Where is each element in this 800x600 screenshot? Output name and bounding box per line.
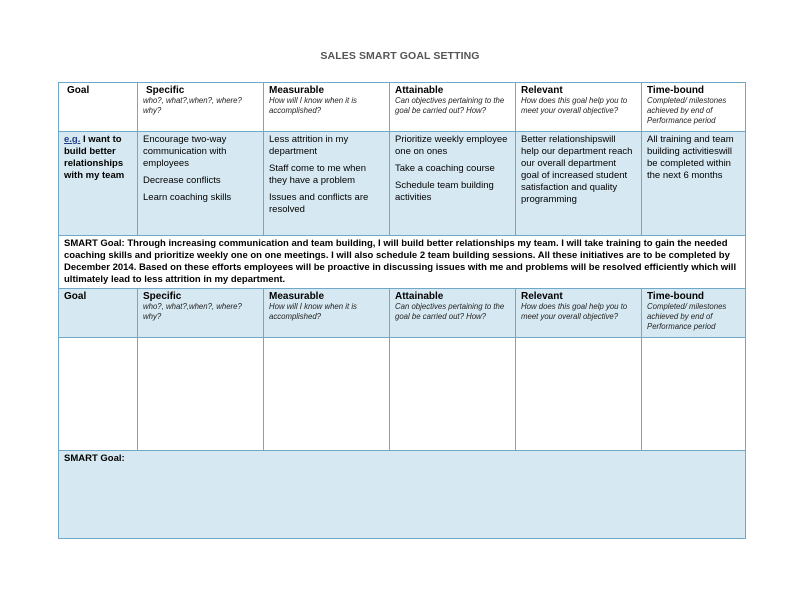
smart-goal-table [58,82,746,539]
example-measurable-cell [264,132,390,236]
measurable-item: Staff come to me when they have a problem [269,163,366,186]
specific-item: Learn coaching skills [143,192,232,203]
header-label: Specific [143,291,182,302]
header-relevant [516,83,642,132]
header-specific [138,289,264,338]
header-subtitle: who?, what?,when?, where? why? [143,96,242,115]
blank-specific-cell[interactable] [138,338,264,451]
header-label: Goal [67,85,90,96]
header-subtitle: How will I know when it is accomplished? [269,96,357,115]
measurable-item: Less attrition in my department [269,134,349,157]
smart-goal-blank-row [59,451,746,539]
header-label: Measurable [269,85,325,96]
relevant-text: Better relationshipswill help our department reach our overall department goal of increased student satisfaction and quality programming [521,134,633,205]
header-subtitle: How does this goal help you to meet your overall objective? [521,96,628,115]
attainable-item: Prioritize weekly employee one on ones [395,134,508,157]
header-label: Specific [146,85,185,96]
blank-attainable-cell[interactable] [390,338,516,451]
header-subtitle: Can objectives pertaining to the goal be carried out? How? [395,96,505,115]
header-subtitle: Completed/ milestones achieved by end of Performance period [647,302,727,331]
header-measurable [264,83,390,132]
blank-measurable-cell[interactable] [264,338,390,451]
header-subtitle: who?, what?,when?, where? why? [143,302,242,321]
header-row-2 [59,289,746,338]
header-label: Time-bound [647,291,705,302]
header-label: Goal [64,291,87,302]
example-timebound-cell [642,132,746,236]
header-goal [59,289,138,338]
header-label: Attainable [395,291,444,302]
header-subtitle: How does this goal help you to meet your overall objective? [521,302,628,321]
header-subtitle: Can objectives pertaining to the goal be carried out? How? [395,302,505,321]
page-title: SALES SMART GOAL SETTING [320,50,480,62]
smart-goal-blank[interactable]: SMART Goal: [59,451,746,539]
smart-goal-example-row [59,236,746,289]
header-label: Attainable [395,85,444,96]
header-timebound [642,83,746,132]
example-goal-prefix: e.g. [64,134,81,145]
blank-timebound-cell[interactable] [642,338,746,451]
header-measurable [264,289,390,338]
example-row [59,132,746,236]
specific-item: Decrease conflicts [143,175,221,186]
header-timebound [642,289,746,338]
header-label: Measurable [269,291,325,302]
smart-goal-example: SMART Goal: Through increasing communication and team building, I will build better relationships my team. I will take training to gain the needed coaching skills and prioritize weekly one on one meetings. I will also schedule 2 team building sessions. All these initiatives are to be completed by December 2014. Based on these efforts employees will be proactive in discussing issues with me and problems will be resolved efficiently which will ultimately lead to less attrition in my department. [59,236,746,289]
example-relevant-cell [516,132,642,236]
blank-goal-cell[interactable] [59,338,138,451]
header-specific [138,83,264,132]
header-attainable [390,83,516,132]
header-attainable [390,289,516,338]
header-label: Time-bound [647,85,705,96]
header-relevant [516,289,642,338]
example-attainable-cell [390,132,516,236]
header-subtitle: How will I know when it is accomplished? [269,302,357,321]
example-goal-text: I want to build better relationships with my team [64,134,125,181]
attainable-item: Take a coaching course [395,163,495,174]
header-label: Relevant [521,85,563,96]
blank-relevant-cell[interactable] [516,338,642,451]
timebound-text: All training and team building activitieswill be completed within the next 6 months [647,134,734,181]
example-goal-cell [59,132,138,236]
attainable-item: Schedule team building activities [395,180,494,203]
example-specific-cell [138,132,264,236]
header-goal [59,83,138,132]
blank-entry-row [59,338,746,451]
specific-item: Encourage two-way communication with employees [143,134,227,169]
header-subtitle: Completed/ milestones achieved by end of Performance period [647,96,727,125]
measurable-item: Issues and conflicts are resolved [269,192,369,215]
header-row [59,83,746,132]
header-label: Relevant [521,291,563,302]
